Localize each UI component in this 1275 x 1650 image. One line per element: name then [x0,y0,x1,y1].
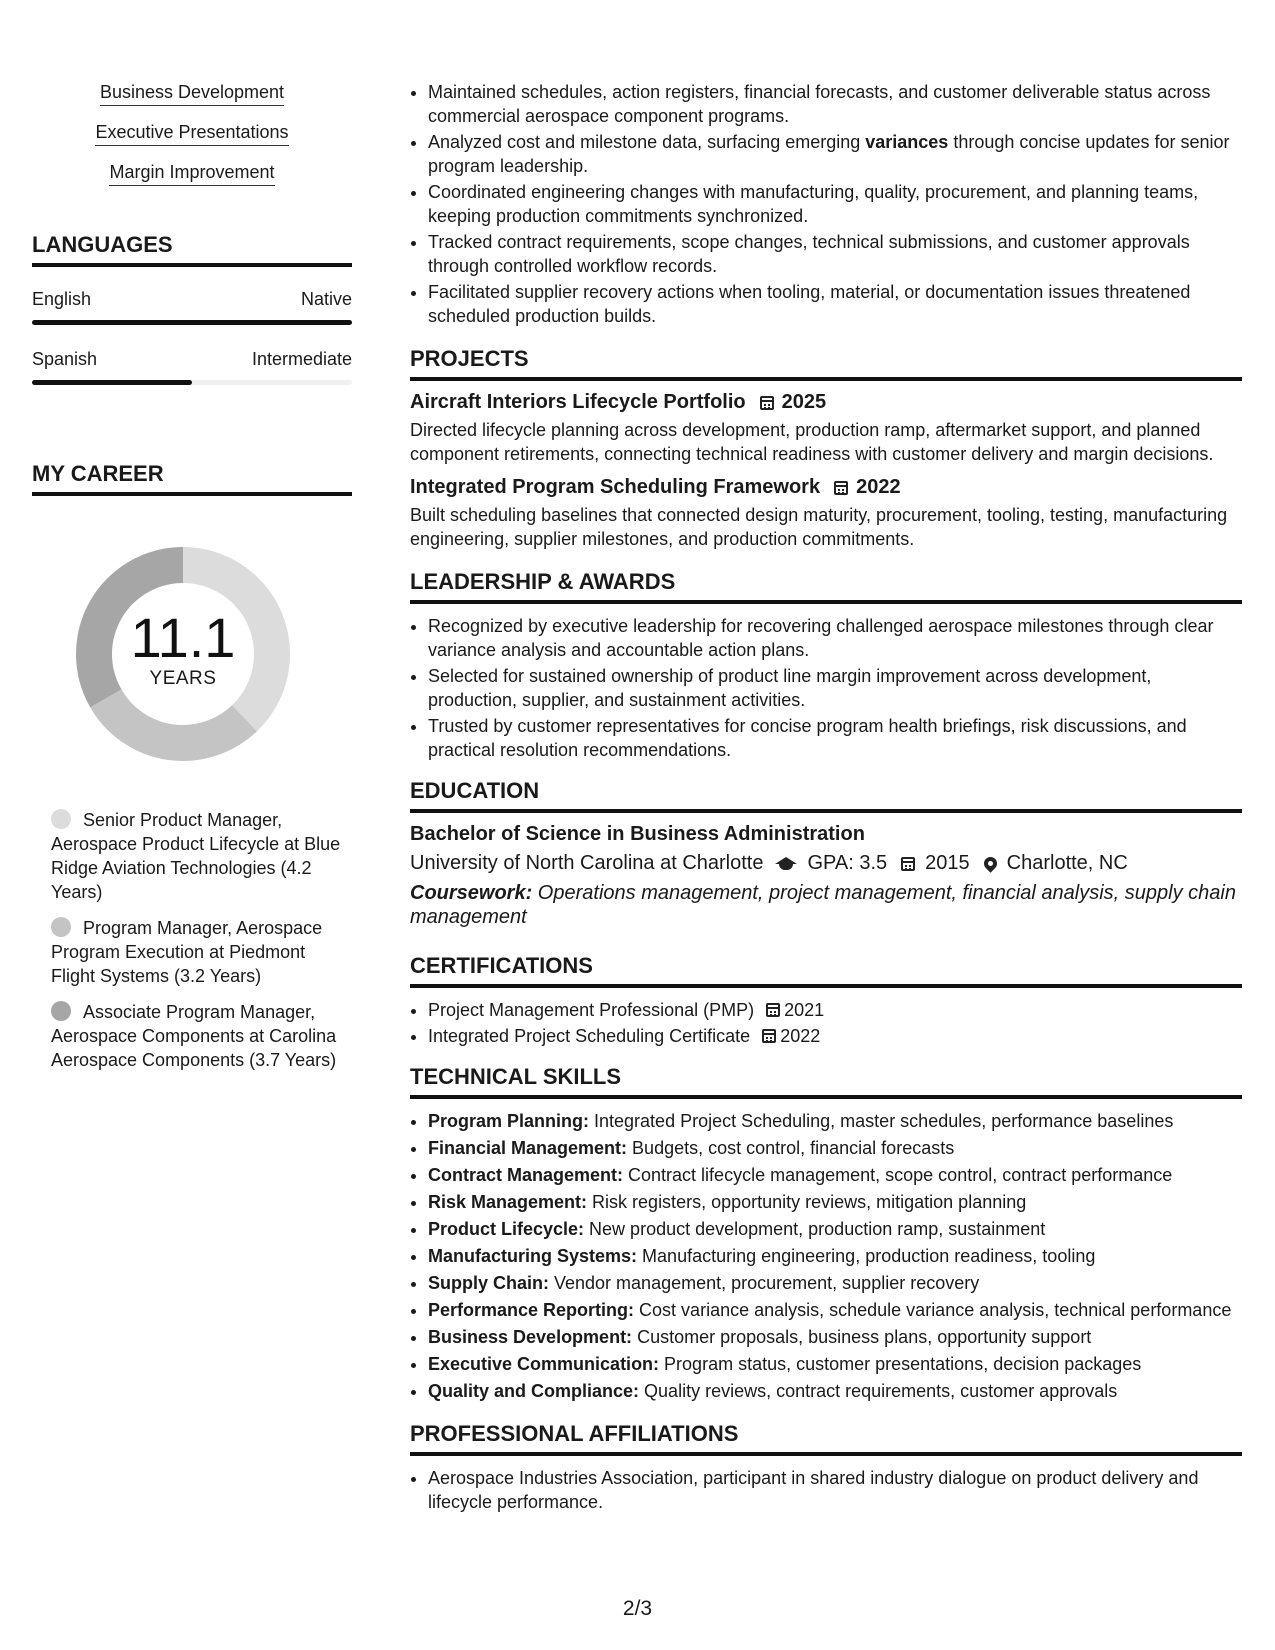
career-item: Program Manager, Aerospace Program Execution at Piedmont Flight Systems (3.2 Years) [51,918,323,986]
language-level-bar [32,320,352,325]
technical-skill-item: • Risk Management: Risk registers, opportunity reviews, mitigation planning [428,1190,1242,1214]
language-name: English [32,289,92,309]
technical-skills-list [410,1109,1242,1403]
left-column [32,82,352,1084]
project-item [410,476,1242,551]
calendar-icon [901,857,915,871]
affiliations-list [410,1466,1242,1514]
career-donut-chart [65,536,301,772]
career-dot-icon [51,809,71,829]
skill-tag: Margin Improvement [32,162,352,186]
language-level-bar [32,380,352,385]
graduation-cap-icon [775,857,797,871]
technical-skill-item: • Supply Chain: Vendor management, procurement, supplier recovery [428,1271,1242,1295]
technical-skill-item: • Performance Reporting: Cost variance analysis, schedule variance analysis, technical performance [428,1298,1242,1322]
career-heading: MY CAREER [32,461,352,496]
technical-skill-item: • Financial Management: Budgets, cost control, financial forecasts [428,1136,1242,1160]
education-degree: Bachelor of Science in Business Administration [410,823,865,845]
technical-skill-item: • Business Development: Customer proposals, business plans, opportunity support [428,1325,1242,1349]
languages-heading: LANGUAGES [32,232,352,267]
project-title: Aircraft Interiors Lifecycle Portfolio [410,391,746,413]
experience-bullet: • Tracked contract requirements, scope changes, technical submissions, and customer approvals through controlled workflow records. [428,230,1242,278]
experience-bullet: • Maintained schedules, action registers, financial forecasts, and customer deliverable status across commercial aerospace component programs. [428,80,1242,128]
technical-skill-item: • Executive Communication: Program status, customer presentations, decision packages [428,1352,1242,1376]
education-location: Charlotte, NC [1006,852,1128,874]
leadership-bullets [410,614,1242,762]
skill-tag: Executive Presentations [32,122,352,146]
location-pin-icon [981,854,999,872]
project-item [410,391,1242,466]
right-column [410,80,1242,1516]
project-description: Built scheduling baselines that connected design maturity, procurement, tooling, testing, manufacturing engineering, supplier milestones, and production commitments. [410,505,1228,549]
calendar-icon [760,396,774,410]
technical-skills-heading: TECHNICAL SKILLS [410,1064,1242,1099]
education-year: 2015 [925,852,970,874]
technical-skill-item: • Manufacturing Systems: Manufacturing engineering, production readiness, tooling [428,1244,1242,1268]
experience-bullets [410,80,1242,328]
education-school: University of North Carolina at Charlotte [410,852,764,874]
language-level: Native [300,289,352,309]
career-item: Associate Program Manager, Aerospace Components at Carolina Aerospace Components (3.7 Years) [51,1002,337,1070]
experience-bullet: • Analyzed cost and milestone data, surfacing emerging variances through concise updates for senior program leadership. [428,130,1242,178]
certification-item: • Project Management Professional (PMP) 2021 [428,998,1242,1022]
career-dot-icon [51,1001,71,1021]
calendar-icon [762,1029,776,1043]
language-level-fill [32,320,352,325]
certifications-list [410,998,1242,1048]
skill-tag: Business Development [32,82,352,106]
certifications-heading: CERTIFICATIONS [410,953,1242,988]
language-item [32,349,352,385]
technical-skill-item: • Program Planning: Integrated Project Scheduling, master schedules, performance baselines [428,1109,1242,1133]
career-dot-icon [51,917,71,937]
leadership-bullet: • Trusted by customer representatives for concise program health briefings, risk discussions, and practical resolution recommendations. [428,714,1242,762]
project-year: 2025 [781,391,827,413]
education-heading: EDUCATION [410,778,1242,813]
calendar-icon [834,481,848,495]
leadership-bullet: • Selected for sustained ownership of product line margin improvement across development, production, supplier, and sustainment activities. [428,664,1242,712]
language-level-fill [32,380,192,385]
page-number: 2/3 [622,1597,653,1620]
project-description: Directed lifecycle planning across development, production ramp, aftermarket support, and planned component retirements, connecting technical readiness with customer delivery and margin decisions. [410,420,1214,464]
language-name: Spanish [32,349,98,369]
career-total-unit: YEARS [149,668,217,689]
experience-bullet: • Coordinated engineering changes with manufacturing, quality, procurement, and planning teams, keeping production commitments synchronized. [428,180,1242,228]
experience-bullet: • Facilitated supplier recovery actions when tooling, material, or documentation issues threatened scheduled production builds. [428,280,1242,328]
certification-item: • Integrated Project Scheduling Certificate 2022 [428,1024,1242,1048]
education-details [410,852,1242,875]
technical-skill-item: • Product Lifecycle: New product development, production ramp, sustainment [428,1217,1242,1241]
affiliations-heading: PROFESSIONAL AFFILIATIONS [410,1421,1242,1456]
affiliation-item: • Aerospace Industries Association, participant in shared industry dialogue on product delivery and lifecycle performance. [428,1466,1242,1514]
language-level: Intermediate [251,349,352,369]
language-item [32,289,352,325]
projects-heading: PROJECTS [410,346,1242,381]
leadership-bullet: • Recognized by executive leadership for recovering challenged aerospace milestones through clear variance analysis and accountable action plans. [428,614,1242,662]
project-title: Integrated Program Scheduling Framework [410,476,821,498]
education-gpa: GPA: 3.5 [807,852,888,874]
career-item: Senior Product Manager, Aerospace Product Lifecycle at Blue Ridge Aviation Technologies (4.2 Years) [51,810,341,902]
technical-skill-item: • Contract Management: Contract lifecycle management, scope control, contract performance [428,1163,1242,1187]
career-list [32,808,352,1072]
leadership-heading: LEADERSHIP & AWARDS [410,569,1242,604]
education-coursework: Coursework: Operations management, project management, financial analysis, supply chain management [410,882,1236,928]
career-total-years: 11.1 [130,606,236,669]
project-year: 2022 [856,476,901,498]
calendar-icon [766,1003,780,1017]
technical-skill-item: • Quality and Compliance: Quality reviews, contract requirements, customer approvals [428,1379,1242,1403]
